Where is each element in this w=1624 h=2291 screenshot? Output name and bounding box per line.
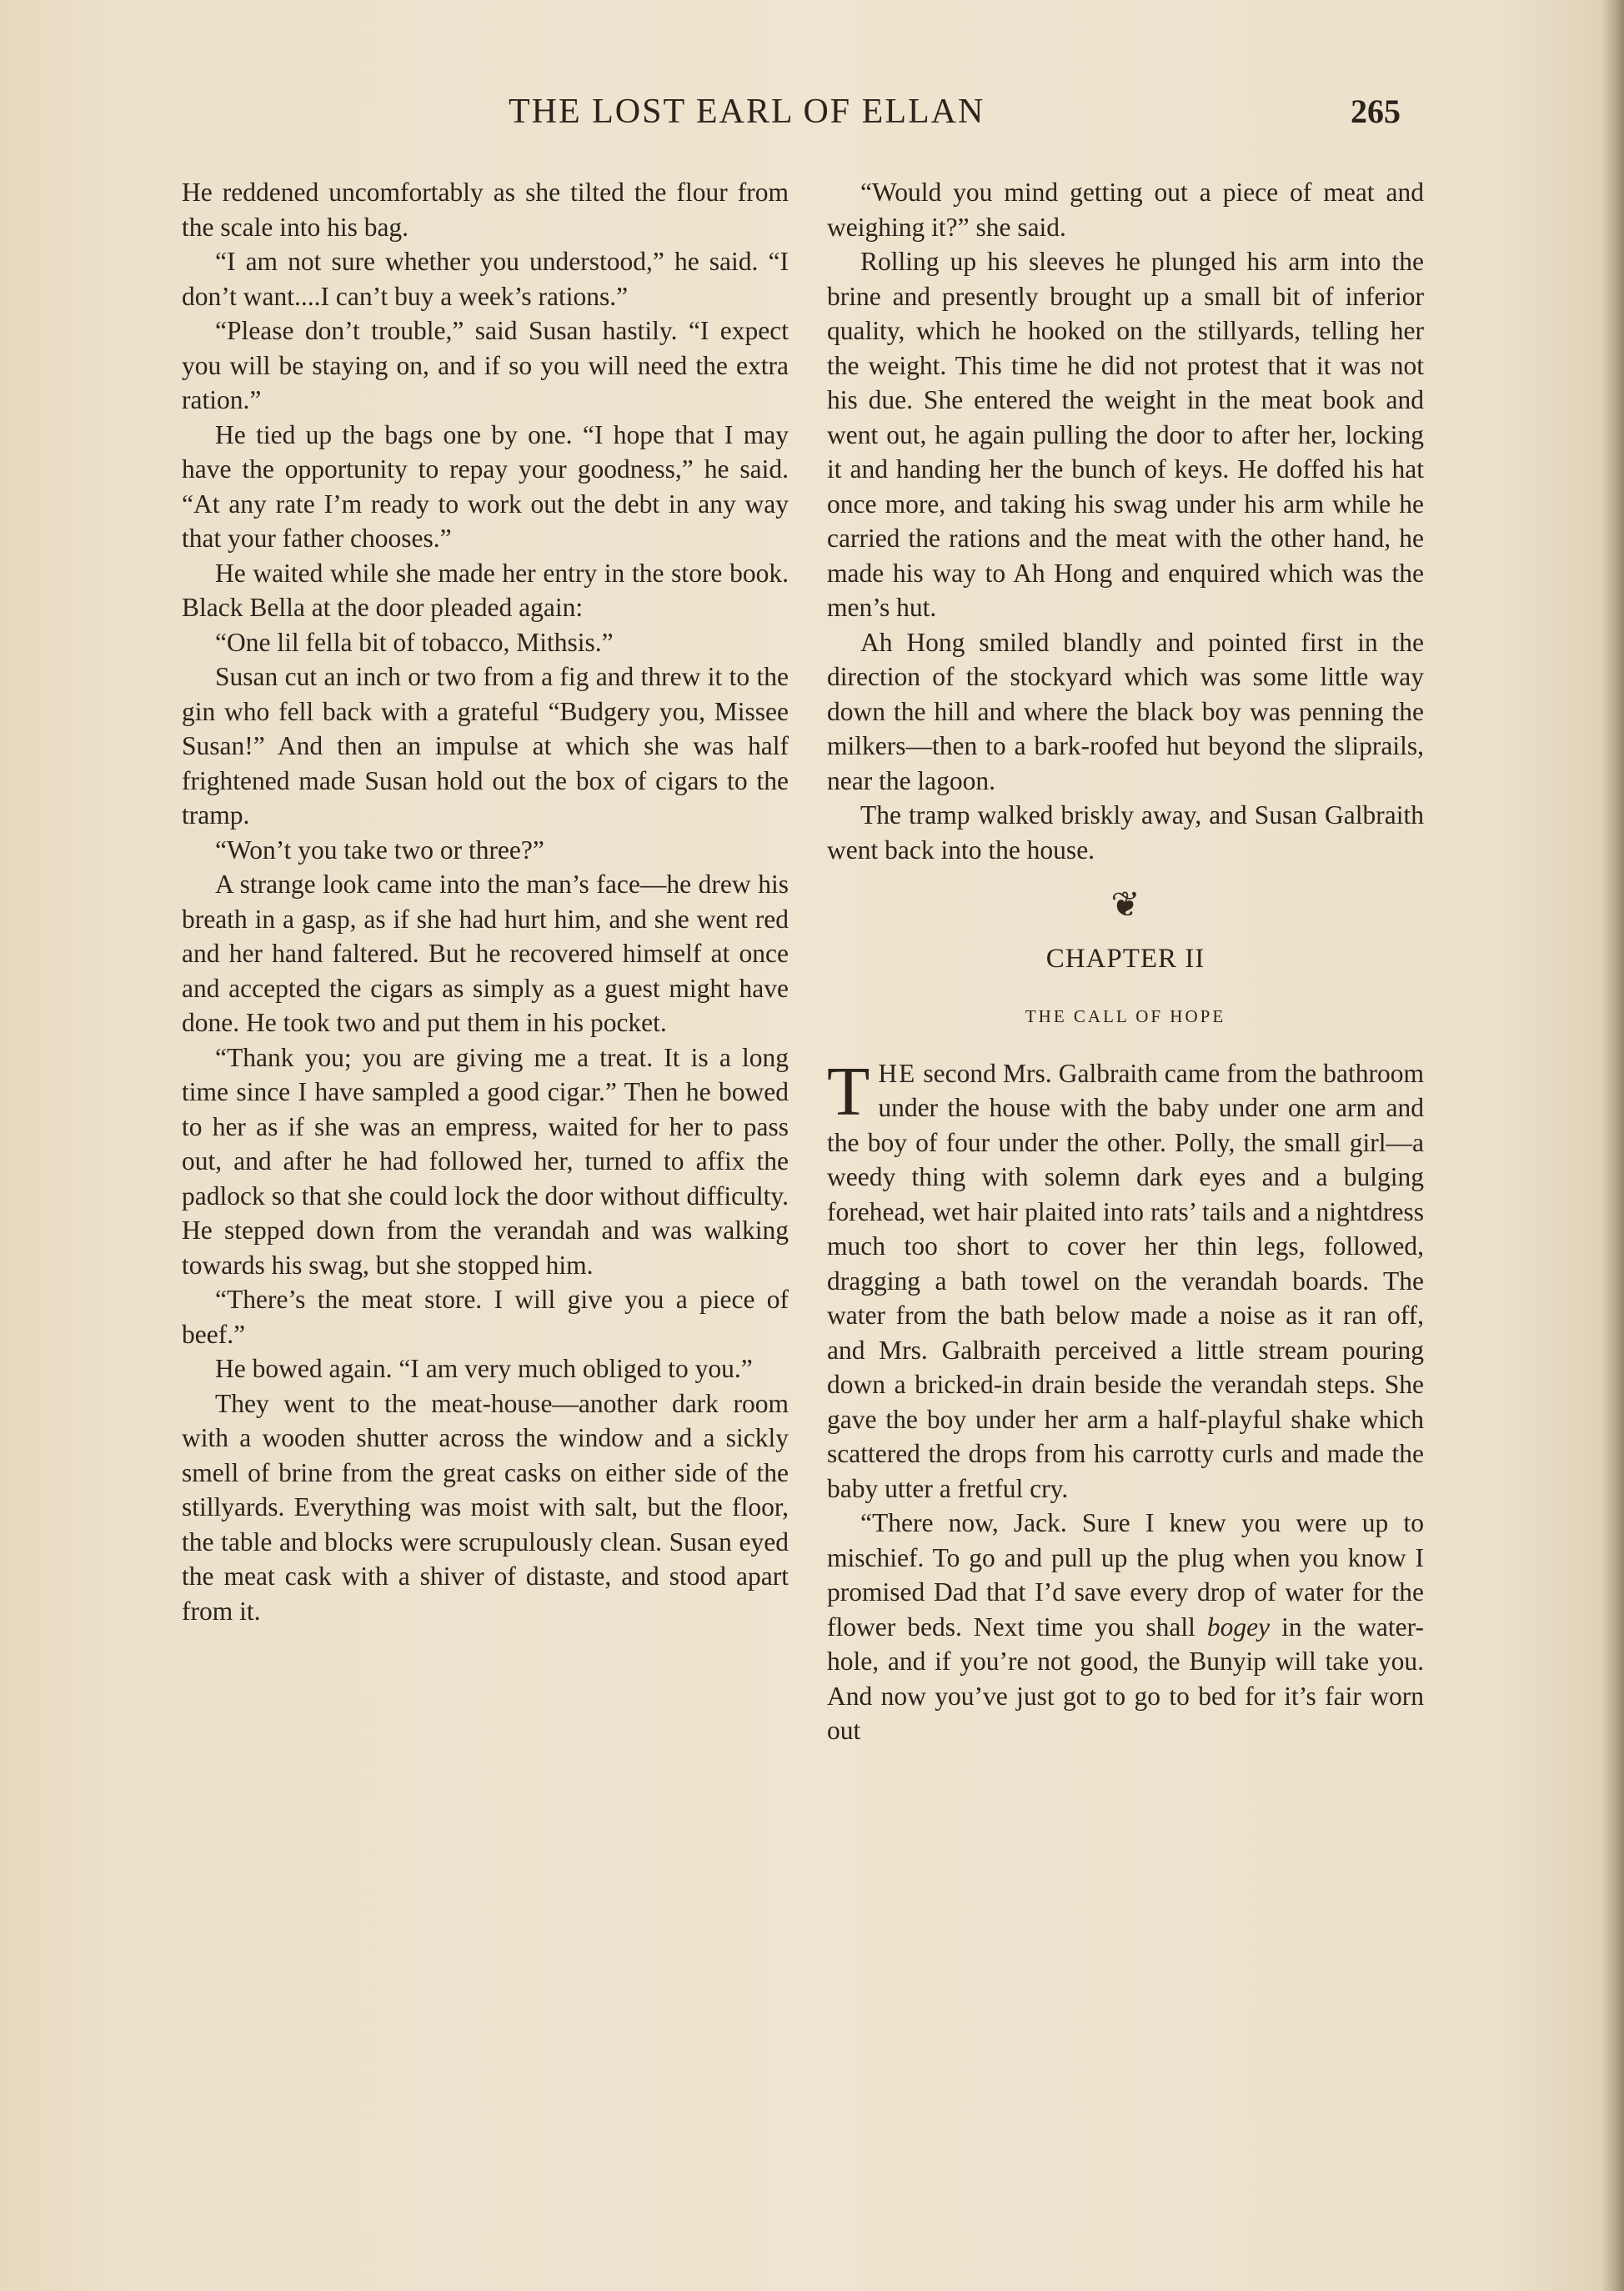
- chapter-opening-paragraph: [827, 1052, 1424, 1506]
- right-column: [827, 175, 1424, 1748]
- paragraph: He bowed again. “I am very much obliged to you.”: [215, 1354, 753, 1383]
- paragraph: “Please don’t trouble,” said Susan hastily. “I expect you will be staying on, and if so you will need the extra ration.”: [182, 316, 789, 414]
- paragraph: “Thank you; you are giving me a treat. It is a long time since I have sampled a good cigar.” Then he bowed to her as if she was an empress, waited for her to pass out, and after he had followed her, turned to affix the padlock so that she could lock the door without difficulty. He stepped down from the verandah and was walking towards his swag, but she stopped him.: [182, 1042, 789, 1280]
- left-column: [182, 175, 789, 1628]
- drop-cap: T: [827, 1052, 870, 1130]
- page-edge-shadow: [1601, 0, 1624, 2291]
- paragraph: [827, 1506, 1424, 1748]
- paragraph: “One lil fella bit of tobacco, Mithsis.”: [215, 627, 614, 657]
- paragraph-text: “There now, Jack. Sure I knew you were up to mischief. To go and pull up the plug when you know I promised Dad that I’d save every drop of water for the flower beds. Next time you shall: [827, 1508, 1424, 1642]
- paragraph: He waited while she made her entry in the store book. Black Bella at the door pleaded again:: [182, 558, 789, 622]
- paragraph: He reddened uncomfortably as she tilted the flour from the scale into his bag.: [182, 178, 789, 242]
- chapter-subtitle: THE CALL OF HOPE: [1025, 1006, 1226, 1026]
- paragraph-text: second Mrs. Galbraith came from the bathroom under the house with the baby under one arm and the boy of four under the other. Polly, the small girl—a weedy thing with solemn dark eyes and a bulging forehead, wet hair plaited into rats’ tails and a nightdress much too short to cover her thin legs, followed, dragging a bath towel on the verandah boards. The water from the bath below made a noise as it ran off, and Mrs. Galbraith perceived a little stream pouring down a bricked-in drain beside the verandah steps. She gave the boy under her arm a half-playful shake which scattered the drops from his carrotty curls and made the baby utter a fretful cry.: [827, 1058, 1424, 1503]
- paragraph: A strange look came into the man’s face—he drew his breath in a gasp, as if she had hurt him, and she went red and her hand faltered. But he recovered himself at once and accepted the cigars as simply as a guest might have done. He took two and put them in his pocket.: [182, 870, 789, 1037]
- paragraph: He tied up the bags one by one. “I hope that I may have the opportunity to repay your goodness,” he said. “At any rate I’m ready to work out the debt in any way that your father chooses.”: [182, 419, 789, 553]
- paragraph: “Won’t you take two or three?”: [215, 835, 544, 865]
- paragraph: Ah Hong smiled blandly and pointed first in the direction of the stockyard which was some little way down the hill and where the black boy was penning the milkers—then to a bark-roofed hut beyond the sliprails, near the lagoon.: [827, 627, 1424, 795]
- paragraph: “Would you mind getting out a piece of meat and weighing it?” she said.: [827, 178, 1424, 242]
- paragraph: Susan cut an inch or two from a fig and threw it to the gin who fell back with a grateful “Budgery you, Missee Susan!” And then an impulse at which she was half frightened made Susan hold out the box of cigars to the tramp.: [182, 662, 789, 830]
- paragraph: The tramp walked briskly away, and Susan Galbraith went back into the house.: [827, 800, 1424, 865]
- page-number: 265: [1351, 93, 1401, 130]
- section-ornament-icon: ❦: [1110, 886, 1140, 925]
- paragraph: They went to the meat-house—another dark room with a wooden shutter across the window and a sickly smell of brine from the great casks on either side of the stillyards. Everything was moist with salt, but the floor, the table and blocks were scrupulously clean. Susan eyed the meat cask with a shiver of distaste, and stood apart from it.: [182, 1388, 789, 1626]
- paragraph: “There’s the meat store. I will give you a piece of beef.”: [182, 1285, 789, 1349]
- running-header: [0, 92, 1624, 142]
- drop-cap-rest: HE: [878, 1058, 917, 1088]
- paragraph: “I am not sure whether you understood,” he said. “I don’t want....I can’t buy a week’s rations.”: [182, 247, 789, 311]
- italic-word: bogey: [1206, 1612, 1271, 1642]
- running-title: THE LOST EARL OF ELLAN: [509, 93, 985, 131]
- chapter-title: CHAPTER II: [1045, 943, 1205, 974]
- paragraph-text: in the water-hole, and if you’re not good, the Bunyip will take you. And now you’ve just got to go to bed for it’s fair worn out: [827, 1612, 1424, 1745]
- paragraph: Rolling up his sleeves he plunged his arm into the brine and presently brought up a small bit of inferior quality, which he hooked on the stillyards, telling her the weight. This time he did not protest that it was not his due. She entered the weight in the meat book and went out, he again pulling the door to after her, locking it and handing her the bunch of keys. He doffed his hat once more, and taking his swag under his arm while he carried the rations and the meat with the other hand, he made his way to Ah Hong and enquired which was the men’s hut.: [827, 247, 1424, 622]
